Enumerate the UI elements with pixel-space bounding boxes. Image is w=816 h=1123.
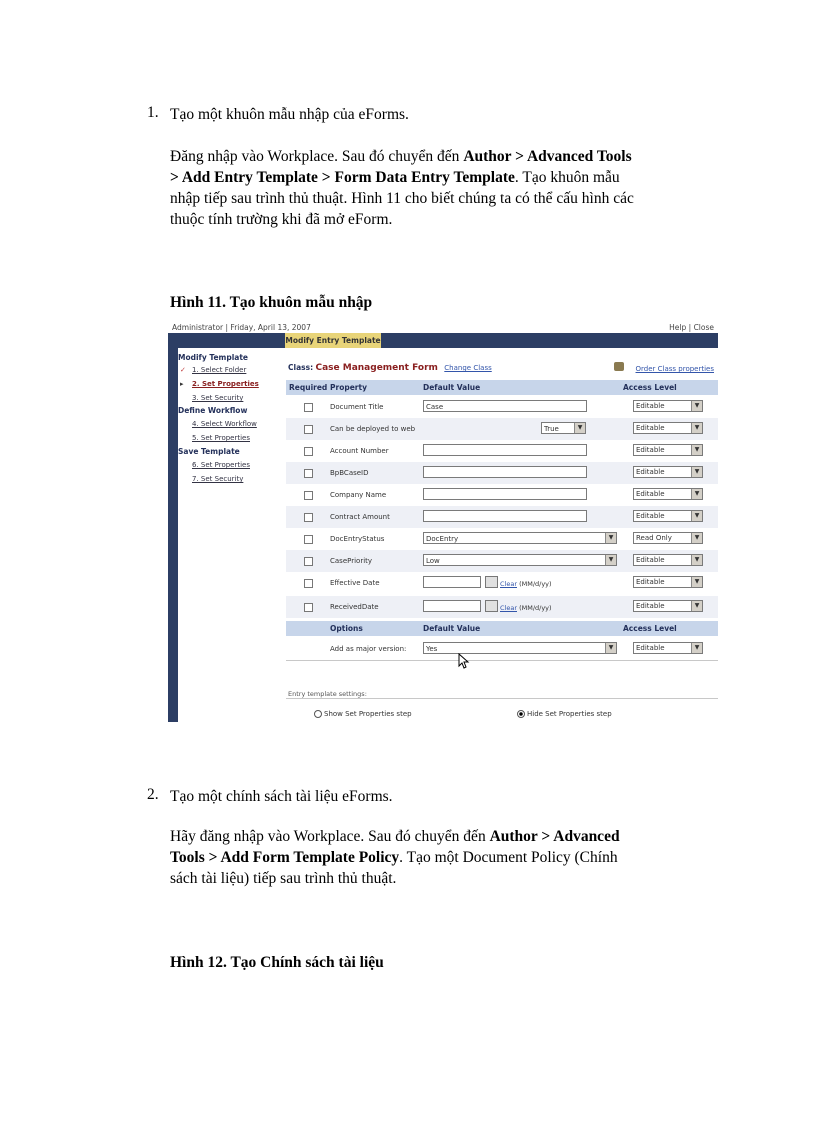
default-value: Yes — [426, 645, 438, 653]
access-level-select[interactable] — [633, 600, 703, 612]
access-level-select[interactable] — [633, 466, 703, 478]
header-required: Required — [289, 383, 328, 392]
nav-set-properties[interactable]: 2. Set Properties — [192, 380, 259, 388]
nav-select-workflow[interactable]: 4. Select Workflow — [192, 420, 257, 428]
property-name: DocEntryStatus — [330, 535, 385, 543]
header-access-level: Access Level — [623, 624, 677, 633]
help-close-links[interactable]: Help | Close — [669, 323, 714, 332]
required-checkbox[interactable] — [304, 535, 313, 544]
chevron-down-icon: ▼ — [605, 643, 616, 653]
chevron-down-icon: ▼ — [691, 467, 702, 477]
access-level-value: Editable — [636, 424, 665, 432]
clear-date — [500, 604, 552, 612]
nav-set-properties-5[interactable]: 5. Set Properties — [192, 434, 250, 442]
item-1-path-a: Author > Advanced Tools — [463, 148, 632, 165]
access-level-value: Editable — [636, 446, 665, 454]
radio-label: Show Set Properties step — [324, 710, 412, 718]
required-checkbox[interactable] — [304, 513, 313, 522]
table-row — [286, 440, 718, 462]
table-header — [286, 380, 718, 395]
chevron-down-icon: ▼ — [691, 401, 702, 411]
access-level-select[interactable] — [633, 444, 703, 456]
default-value-input[interactable]: Case — [423, 400, 587, 412]
required-checkbox[interactable] — [304, 557, 313, 566]
access-level-select[interactable] — [633, 422, 703, 434]
item-1-text-a: Đăng nhập vào Workplace. Sau đó chuyển đến — [170, 148, 464, 165]
user-date: Administrator | Friday, April 13, 2007 — [172, 323, 311, 332]
class-row — [288, 363, 492, 373]
nav-modify-template: Modify Template — [178, 353, 249, 362]
chevron-down-icon: ▼ — [691, 533, 702, 543]
default-value-select[interactable] — [423, 532, 617, 544]
chevron-down-icon: ▼ — [691, 423, 702, 433]
class-name: Case Management Form — [315, 363, 438, 373]
arrow-right-icon: ▸ — [180, 380, 184, 388]
hide-set-properties-option[interactable] — [517, 710, 612, 718]
list-number-2: 2. — [147, 786, 159, 803]
access-level-select[interactable] — [633, 488, 703, 500]
property-name: Document Title — [330, 403, 384, 411]
access-level-value: Editable — [636, 490, 665, 498]
default-value: True — [544, 425, 559, 433]
property-name: Effective Date — [330, 579, 380, 587]
item-1-title: Tạo một khuôn mẫu nhập của eForms. — [170, 106, 409, 123]
nav-save-template: Save Template — [178, 447, 240, 456]
item-1-path-b: > Add Entry Template > Form Data Entry Template — [170, 169, 515, 186]
item-2-path-a: Author > Advanced — [489, 828, 620, 845]
options-header — [286, 621, 718, 636]
required-checkbox[interactable] — [304, 447, 313, 456]
default-value-input[interactable] — [423, 510, 587, 522]
access-level-select[interactable] — [633, 532, 703, 544]
chevron-down-icon: ▼ — [691, 489, 702, 499]
property-name: CasePriority — [330, 557, 373, 565]
date-input[interactable] — [423, 576, 481, 588]
header-default-value: Default Value — [423, 383, 481, 392]
list-number-1: 1. — [147, 104, 159, 121]
table-row — [286, 418, 718, 440]
property-name: ReceivedDate — [330, 603, 379, 611]
item-1-text-c: nhập tiếp sau trình thủ thuật. Hình 11 cho biết chúng ta có thể cấu hình các — [170, 190, 634, 207]
required-checkbox[interactable] — [304, 469, 313, 478]
calendar-icon[interactable] — [485, 600, 498, 612]
divider — [286, 698, 718, 699]
item-2-text-c: sách tài liệu) tiếp sau trình thủ thuật. — [170, 870, 397, 887]
figure-11-caption: Hình 11. Tạo khuôn mẫu nhập — [170, 294, 373, 311]
required-checkbox[interactable] — [304, 403, 313, 412]
chevron-down-icon: ▼ — [605, 533, 616, 543]
access-level-select[interactable] — [633, 510, 703, 522]
default-value: DocEntry — [426, 535, 459, 543]
nav-set-security-7[interactable]: 7. Set Security — [192, 475, 244, 483]
property-name: BpBCaseID — [330, 469, 369, 477]
table-row — [286, 572, 718, 594]
table-row — [286, 462, 718, 484]
default-value-input[interactable] — [423, 444, 587, 456]
option-label: Add as major version: — [330, 645, 407, 653]
chevron-down-icon: ▼ — [691, 511, 702, 521]
class-label: Class: — [288, 363, 314, 372]
header-property: Property — [330, 383, 367, 392]
access-level-value: Editable — [636, 602, 665, 610]
option-row — [286, 638, 718, 660]
property-name: Can be deployed to web — [330, 425, 416, 433]
date-format: (MM/d/yy) — [519, 580, 552, 588]
order-icon — [614, 362, 624, 371]
chevron-down-icon: ▼ — [691, 643, 702, 653]
property-name: Account Number — [330, 447, 389, 455]
access-level-value: Editable — [636, 578, 665, 586]
item-1-text-d: thuộc tính trường khi đã mở eForm. — [170, 211, 393, 228]
access-level-value: Editable — [636, 644, 665, 652]
major-version-select[interactable] — [423, 642, 617, 654]
access-level-value: Editable — [636, 468, 665, 476]
radio-label: Hide Set Properties step — [527, 710, 612, 718]
clear-link[interactable]: Clear — [500, 604, 517, 612]
property-name: Contract Amount — [330, 513, 390, 521]
item-2-paragraph — [170, 826, 710, 889]
radio-button[interactable] — [314, 710, 322, 718]
item-2-path-b: Tools > Add Form Template Policy — [170, 849, 400, 866]
figure-11-screenshot — [168, 320, 718, 722]
chevron-down-icon: ▼ — [691, 577, 702, 587]
required-checkbox[interactable] — [304, 603, 313, 612]
item-2-title: Tạo một chính sách tài liệu eForms. — [170, 788, 393, 805]
access-level-value: Editable — [636, 402, 665, 410]
access-level-select[interactable] — [633, 642, 703, 654]
chevron-down-icon: ▼ — [605, 555, 616, 565]
required-checkbox[interactable] — [304, 425, 313, 434]
access-level-value: Editable — [636, 512, 665, 520]
table-row — [286, 484, 718, 506]
required-checkbox[interactable] — [304, 579, 313, 588]
change-class-link[interactable]: Change Class — [444, 364, 492, 372]
default-value-input[interactable] — [423, 488, 587, 500]
clear-link[interactable]: Clear — [500, 580, 517, 588]
screenshot-topbar — [168, 320, 718, 334]
check-icon: ✓ — [180, 366, 186, 374]
required-checkbox[interactable] — [304, 491, 313, 500]
item-1-paragraph — [170, 146, 710, 230]
default-value-input[interactable] — [423, 466, 587, 478]
calendar-icon[interactable] — [485, 576, 498, 588]
access-level-select[interactable] — [633, 554, 703, 566]
figure-12-caption: Hình 12. Tạo Chính sách tài liệu — [170, 954, 384, 971]
property-name: Company Name — [330, 491, 387, 499]
chevron-down-icon: ▼ — [691, 445, 702, 455]
access-level-value: Editable — [636, 556, 665, 564]
table-row — [286, 528, 718, 550]
header-bar — [168, 333, 718, 348]
table-row — [286, 506, 718, 528]
access-level-value: Read Only — [636, 534, 672, 542]
left-stripe — [168, 348, 178, 722]
nav-set-properties-6[interactable]: 6. Set Properties — [192, 461, 250, 469]
date-input[interactable] — [423, 600, 481, 612]
chevron-down-icon: ▼ — [691, 601, 702, 611]
date-format: (MM/d/yy) — [519, 604, 552, 612]
item-1-text-b: . Tạo khuôn mẫu — [514, 169, 620, 186]
order-class-properties-link[interactable]: Order Class properties — [635, 365, 714, 373]
divider — [286, 660, 718, 661]
header-options: Options — [330, 624, 363, 633]
mouse-cursor-icon — [458, 653, 470, 669]
nav-select-folder[interactable]: 1. Select Folder — [192, 366, 247, 374]
access-level-select[interactable] — [633, 576, 703, 588]
tab-modify-entry-template[interactable]: Modify Entry Template — [285, 333, 381, 348]
radio-button-selected[interactable] — [517, 710, 525, 718]
default-value: Low — [426, 557, 440, 565]
header-default-value: Default Value — [423, 624, 481, 633]
entry-template-settings-label: Entry template settings: — [288, 690, 367, 698]
table-row — [286, 396, 718, 418]
header-access-level: Access Level — [623, 383, 677, 392]
nav-set-security[interactable]: 3. Set Security — [192, 394, 244, 402]
nav-define-workflow: Define Workflow — [178, 406, 248, 415]
chevron-down-icon: ▼ — [574, 423, 585, 433]
chevron-down-icon: ▼ — [691, 555, 702, 565]
access-level-select[interactable] — [633, 400, 703, 412]
default-value-select[interactable] — [423, 554, 617, 566]
item-2-text-b: . Tạo một Document Policy (Chính — [399, 849, 618, 866]
default-value-select[interactable] — [541, 422, 586, 434]
show-set-properties-option[interactable] — [314, 710, 412, 718]
item-2-text-a: Hãy đăng nhập vào Workplace. Sau đó chuyển đến — [170, 828, 490, 845]
table-row — [286, 550, 718, 572]
clear-date — [500, 580, 552, 588]
table-row — [286, 596, 718, 618]
